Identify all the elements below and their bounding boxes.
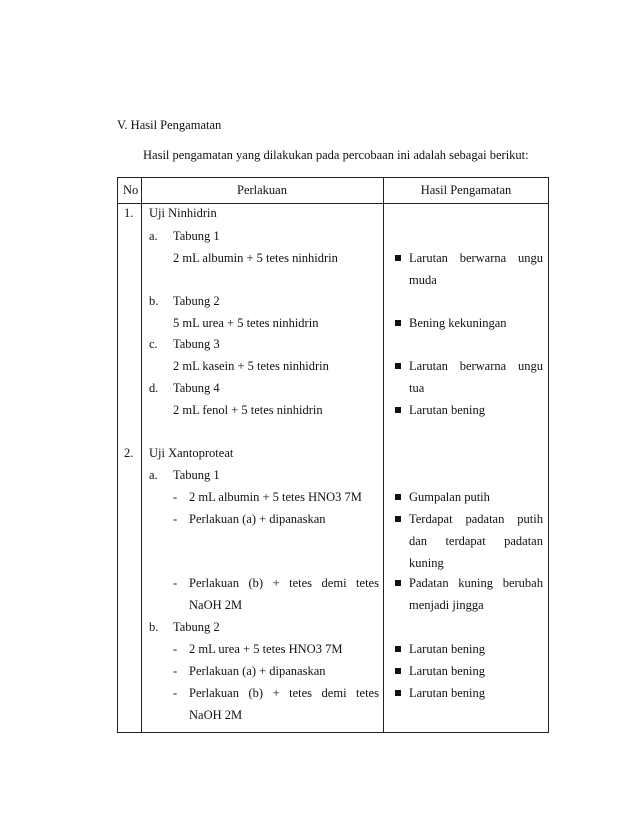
result-text: Larutan bening xyxy=(409,403,486,417)
test-name: Uji Ninhidrin xyxy=(149,206,217,220)
step-dash: - xyxy=(173,664,178,678)
treatment-text: 2 mL albumin + 5 tetes ninhidrin xyxy=(173,251,338,265)
item-letter: c. xyxy=(149,337,158,351)
table-col-divider-1 xyxy=(141,177,142,733)
tube-label: Tabung 1 xyxy=(173,229,220,243)
tube-label: Tabung 4 xyxy=(173,381,220,395)
table-border-right xyxy=(548,177,549,733)
item-letter: a. xyxy=(149,229,158,243)
bullet-icon xyxy=(395,494,401,500)
bullet-icon xyxy=(395,516,401,522)
result-text: Larutan bening xyxy=(409,686,486,700)
step-dash: - xyxy=(173,576,178,590)
step-dash: - xyxy=(173,512,178,526)
table-border-bottom xyxy=(117,732,549,733)
row-number: 2. xyxy=(124,446,134,460)
observation-table xyxy=(117,177,549,733)
result-text-cont: menjadi jingga xyxy=(409,598,484,612)
step-text-cont: NaOH 2M xyxy=(189,708,243,722)
step-text: Perlakuan (b) + tetes demi tetes xyxy=(189,686,379,700)
result-text: Larutan berwarna ungu xyxy=(409,251,543,265)
item-letter: d. xyxy=(149,381,159,395)
result-text: Terdapat padatan putih xyxy=(409,512,543,526)
row-number: 1. xyxy=(124,206,134,220)
step-dash: - xyxy=(173,490,178,504)
result-text-cont: kuning xyxy=(409,556,444,570)
bullet-icon xyxy=(395,320,401,326)
result-text-cont: tua xyxy=(409,381,425,395)
tube-label: Tabung 3 xyxy=(173,337,220,351)
bullet-icon xyxy=(395,580,401,586)
tube-label: Tabung 2 xyxy=(173,620,220,634)
result-text: Padatan kuning berubah xyxy=(409,576,543,590)
header-hasil: Hasil Pengamatan xyxy=(420,183,512,197)
step-text-cont: NaOH 2M xyxy=(189,598,243,612)
bullet-icon xyxy=(395,646,401,652)
bullet-icon xyxy=(395,363,401,369)
header-perlakuan: Perlakuan xyxy=(237,183,287,197)
step-text: Perlakuan (a) + dipanaskan xyxy=(189,512,326,526)
step-dash: - xyxy=(173,686,178,700)
section-heading: V. Hasil Pengamatan xyxy=(117,118,222,132)
step-dash: - xyxy=(173,642,178,656)
result-text: Bening kekuningan xyxy=(409,316,507,330)
table-header-divider xyxy=(117,203,549,204)
treatment-text: 2 mL kasein + 5 tetes ninhidrin xyxy=(173,359,329,373)
header-no: No xyxy=(123,183,139,197)
item-letter: b. xyxy=(149,620,159,634)
step-text: Perlakuan (b) + tetes demi tetes xyxy=(189,576,379,590)
treatment-text: 2 mL fenol + 5 tetes ninhidrin xyxy=(173,403,323,417)
step-text: 2 mL albumin + 5 tetes HNO3 7M xyxy=(189,490,362,504)
result-text-cont: dan terdapat padatan xyxy=(409,534,543,548)
step-text: Perlakuan (a) + dipanaskan xyxy=(189,664,326,678)
item-letter: a. xyxy=(149,468,158,482)
tube-label: Tabung 2 xyxy=(173,294,220,308)
table-border-top xyxy=(117,177,549,178)
treatment-text: 5 mL urea + 5 tetes ninhidrin xyxy=(173,316,319,330)
result-text: Larutan bening xyxy=(409,642,486,656)
bullet-icon xyxy=(395,690,401,696)
tube-label: Tabung 1 xyxy=(173,468,220,482)
bullet-icon xyxy=(395,668,401,674)
item-letter: b. xyxy=(149,294,159,308)
step-text: 2 mL urea + 5 tetes HNO3 7M xyxy=(189,642,343,656)
test-name: Uji Xantoproteat xyxy=(149,446,234,460)
bullet-icon xyxy=(395,407,401,413)
section-intro: Hasil pengamatan yang dilakukan pada percobaan ini adalah sebagai berikut: xyxy=(143,148,529,162)
result-text: Gumpalan putih xyxy=(409,490,490,504)
result-text: Larutan bening xyxy=(409,664,486,678)
bullet-icon xyxy=(395,255,401,261)
result-text: Larutan berwarna ungu xyxy=(409,359,543,373)
table-col-divider-2 xyxy=(383,177,384,733)
table-border-left xyxy=(117,177,118,733)
result-text-cont: muda xyxy=(409,273,437,287)
